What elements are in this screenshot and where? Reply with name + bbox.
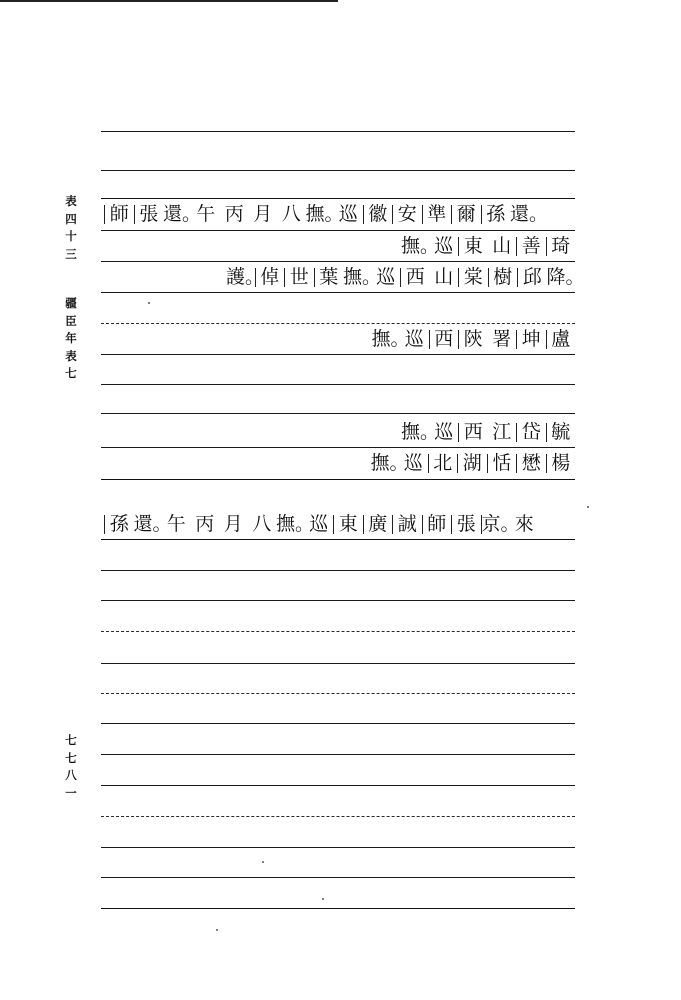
row-char: 陝 — [458, 330, 488, 349]
rule-line — [101, 908, 575, 909]
row-char: 撫。 — [370, 452, 409, 474]
row-char: 北 — [428, 454, 458, 473]
row-char: 巡 — [309, 513, 329, 535]
row-char: 孫 — [104, 515, 134, 534]
row-char: 孫 — [481, 205, 511, 224]
row-char: 西 — [429, 330, 459, 349]
row-char: 楊 — [546, 454, 576, 473]
row-char: 邱 — [517, 268, 547, 287]
row-char: 棠 — [458, 268, 488, 287]
row-char: 西 — [400, 268, 430, 287]
rule-line — [101, 847, 575, 848]
margin-char: 四 — [65, 211, 77, 226]
row-char: 山 — [492, 235, 512, 257]
scan-speck — [322, 898, 324, 900]
rule-line — [101, 323, 575, 324]
row-char: 護。 — [226, 266, 265, 288]
table-row — [401, 237, 575, 256]
page-number-char: 八 — [65, 768, 77, 782]
rule-line — [101, 600, 575, 601]
row-char: 琦 — [546, 237, 576, 256]
table-row — [372, 330, 576, 349]
margin-char: 臣 — [65, 313, 77, 328]
rule-line — [101, 170, 575, 171]
rule-line — [101, 230, 575, 231]
row-char: 八 — [252, 513, 272, 535]
rule-line — [101, 413, 575, 414]
row-char: 恬 — [487, 454, 517, 473]
rule-line — [101, 816, 575, 817]
row-char: 坤 — [516, 330, 546, 349]
row-char: 江 — [492, 421, 512, 443]
row-char: 爾 — [451, 205, 481, 224]
row-char: 毓 — [546, 423, 576, 442]
row-char: 巡 — [403, 452, 423, 474]
row-char: 東 — [458, 237, 488, 256]
page-number-char: 七 — [65, 733, 77, 747]
row-char: 巡 — [338, 203, 358, 225]
row-char: 樹 — [488, 268, 518, 287]
row-char: 京。 — [481, 513, 520, 535]
rule-line — [101, 693, 575, 694]
margin-char: 表 — [65, 194, 77, 208]
rule-line — [101, 261, 575, 262]
scan-speck — [148, 302, 150, 304]
row-char: 準 — [422, 205, 452, 224]
page-number — [62, 735, 80, 805]
rule-line — [101, 570, 575, 571]
row-char: 張 — [134, 205, 164, 224]
margin-char: 表 — [65, 348, 77, 363]
rule-line — [101, 198, 575, 199]
row-char: 師 — [104, 205, 134, 224]
row-char: 世 — [284, 268, 314, 287]
rule-line — [101, 539, 575, 540]
margin-char: 年 — [65, 331, 77, 345]
top-rule — [0, 0, 338, 2]
row-char: 還。 — [510, 203, 549, 225]
scan-speck — [262, 861, 264, 863]
rule-line — [101, 754, 575, 755]
table-row — [104, 515, 539, 534]
row-char: 巡 — [404, 328, 424, 350]
page-number-char: 一 — [65, 785, 77, 800]
row-char: 撫。 — [276, 513, 315, 535]
margin-volume-label — [62, 196, 80, 266]
row-char: 師 — [422, 515, 452, 534]
rule-line — [101, 723, 575, 724]
row-char: 丙 — [195, 513, 215, 535]
row-char: 巡 — [434, 235, 454, 257]
row-char: 葉 — [314, 268, 344, 287]
table-row — [226, 266, 585, 288]
rule-line — [101, 384, 575, 385]
row-char: 岱 — [516, 423, 546, 442]
row-char: 懋 — [516, 454, 546, 473]
row-char: 撫。 — [305, 203, 344, 225]
row-char: 還。 — [133, 513, 172, 535]
scan-speck — [216, 929, 218, 931]
row-char: 署 — [492, 328, 512, 350]
rule-line — [101, 479, 575, 480]
row-char: 善 — [516, 237, 546, 256]
row-char: 巡 — [376, 266, 396, 288]
table-row — [401, 423, 575, 442]
row-char: 月 — [223, 513, 243, 535]
row-char: 還。 — [163, 203, 202, 225]
row-char: 西 — [458, 423, 488, 442]
rule-line — [101, 631, 575, 632]
margin-char: 疆 — [65, 296, 77, 310]
row-char: 月 — [253, 203, 273, 225]
row-char: 安 — [392, 205, 422, 224]
margin-char: 三 — [65, 246, 77, 261]
row-char: 降。 — [546, 266, 585, 288]
margin-title-label — [62, 298, 80, 386]
page-number-char: 七 — [65, 750, 77, 765]
rule-line — [101, 663, 575, 664]
rule-line — [101, 785, 575, 786]
row-char: 丙 — [224, 203, 244, 225]
row-char: 誠 — [392, 515, 422, 534]
row-char: 午 — [166, 513, 186, 535]
table-row — [371, 454, 576, 473]
row-char: 徽 — [363, 205, 393, 224]
rule-line — [101, 877, 575, 878]
row-char: 來 — [514, 513, 534, 535]
row-char: 撫。 — [343, 266, 382, 288]
row-char: 盧 — [546, 330, 576, 349]
row-char: 撫。 — [371, 328, 410, 350]
rule-line — [101, 292, 575, 293]
rule-line — [101, 354, 575, 355]
rule-line — [101, 447, 575, 448]
row-char: 八 — [281, 203, 301, 225]
row-char: 廣 — [363, 515, 393, 534]
row-char: 巡 — [434, 421, 454, 443]
row-char: 倬 — [255, 268, 285, 287]
margin-char: 七 — [65, 366, 77, 380]
row-char: 湖 — [457, 454, 487, 473]
rule-line — [101, 131, 575, 132]
margin-char: 十 — [65, 229, 77, 243]
row-char: 張 — [451, 515, 481, 534]
row-char: 東 — [333, 515, 363, 534]
row-char: 撫。 — [401, 421, 440, 443]
scan-speck — [587, 506, 589, 508]
row-char: 山 — [434, 266, 454, 288]
row-char: 午 — [196, 203, 216, 225]
table-row — [104, 203, 549, 225]
row-char: 撫。 — [401, 235, 440, 257]
